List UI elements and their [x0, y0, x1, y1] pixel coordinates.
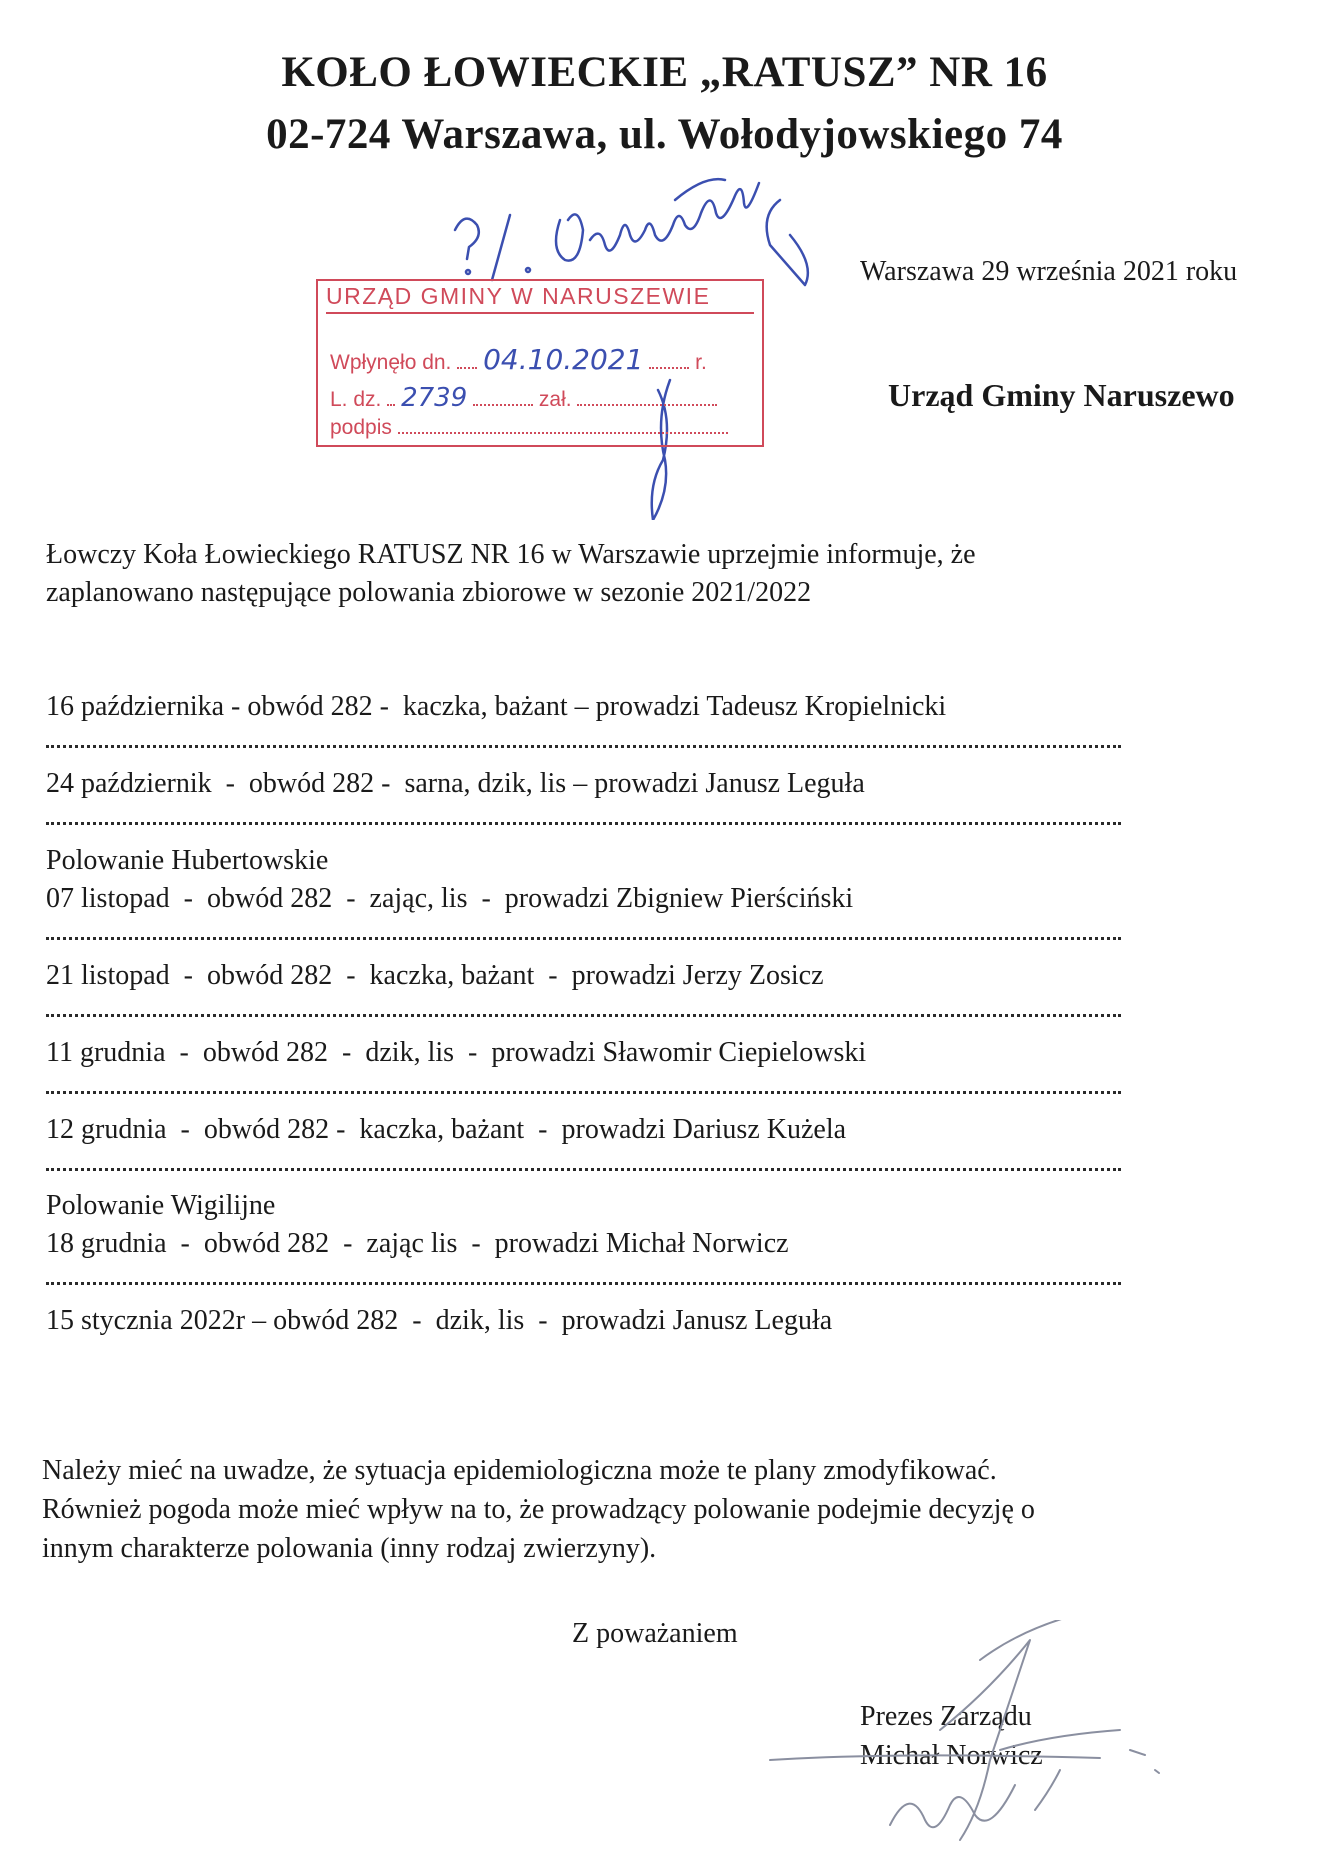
- letter-date: Warszawa 29 września 2021 roku: [860, 256, 1238, 287]
- schedule-heading: Polowanie Hubertowskie: [46, 845, 329, 876]
- schedule-heading: Polowanie Wigilijne: [46, 1190, 276, 1221]
- stamp-ref-label: L. dz.: [330, 388, 382, 411]
- signatory-name: Michał Norwicz: [860, 1740, 1043, 1771]
- stamp-received-suffix: r.: [695, 351, 707, 374]
- schedule-entry: 11 grudnia - obwód 282 - dzik, lis - prowadzi Sławomir Ciepielowski: [46, 1037, 867, 1068]
- schedule-entry: 15 stycznia 2022r – obwód 282 - dzik, lis - prowadzi Janusz Leguła: [46, 1305, 833, 1336]
- intro-line-1: Łowczy Koła Łowieckiego RATUSZ NR 16 w Warszawie uprzejmie informuje, że: [46, 539, 976, 570]
- registry-stamp: [316, 279, 764, 447]
- handwritten-signature: [740, 1620, 1180, 1860]
- dotted-separator: [46, 933, 1121, 940]
- stamp-ref-value: 2739: [401, 383, 468, 413]
- dotted-separator: [46, 1278, 1121, 1285]
- stamp-sign-label: podpis: [330, 416, 392, 439]
- organization-address: 02-724 Warszawa, ul. Wołodyjowskiego 74: [266, 111, 1063, 158]
- recipient: Urząd Gminy Naruszewo: [888, 377, 1235, 413]
- note-line-1: Należy mieć na uwadze, że sytuacja epidemiologiczna może te plany zmodyfikować.: [42, 1455, 997, 1486]
- stamp-ref-row: [330, 383, 717, 413]
- dotted-separator: [46, 741, 1121, 748]
- stamp-received-label: Wpłynęło dn.: [330, 351, 452, 374]
- stamp-title: URZĄD GMINY W NARUSZEWIE: [326, 283, 754, 314]
- stamp-received-row: [330, 343, 707, 376]
- signatory-title: Prezes Zarządu: [860, 1701, 1032, 1732]
- dotted-separator: [46, 818, 1121, 825]
- dotted-separator: [46, 1010, 1121, 1017]
- closing: Z poważaniem: [572, 1618, 738, 1649]
- schedule-entry: 07 listopad - obwód 282 - zając, lis - prowadzi Zbigniew Pierściński: [46, 883, 854, 914]
- note-line-2: Również pogoda może mieć wpływ na to, że prowadzący polowanie podejmie decyzję o: [42, 1494, 1035, 1525]
- dotted-separator: [46, 1087, 1121, 1094]
- schedule-entry: 12 grudnia - obwód 282 - kaczka, bażant - prowadzi Dariusz Kużela: [46, 1114, 847, 1145]
- organization-name: KOŁO ŁOWIECKIE „RATUSZ” NR 16: [281, 49, 1048, 96]
- stamp-att-label: zał.: [538, 388, 572, 411]
- schedule-entry: 18 grudnia - obwód 282 - zając lis - prowadzi Michał Norwicz: [46, 1228, 789, 1259]
- note-line-3: innym charakterze polowania (inny rodzaj zwierzyny).: [42, 1533, 657, 1564]
- schedule-entry: 24 październik - obwód 282 - sarna, dzik, lis – prowadzi Janusz Leguła: [46, 768, 865, 799]
- stamp-received-value: 04.10.2021: [483, 343, 644, 376]
- dotted-separator: [46, 1164, 1121, 1171]
- stamp-sign-row: [330, 416, 728, 440]
- schedule-entry: 21 listopad - obwód 282 - kaczka, bażant - prowadzi Jerzy Zosicz: [46, 960, 824, 991]
- intro-line-2: zaplanowano następujące polowania zbiorowe w sezonie 2021/2022: [46, 577, 812, 608]
- schedule-entry: 16 października - obwód 282 - kaczka, bażant – prowadzi Tadeusz Kropielnicki: [46, 691, 947, 722]
